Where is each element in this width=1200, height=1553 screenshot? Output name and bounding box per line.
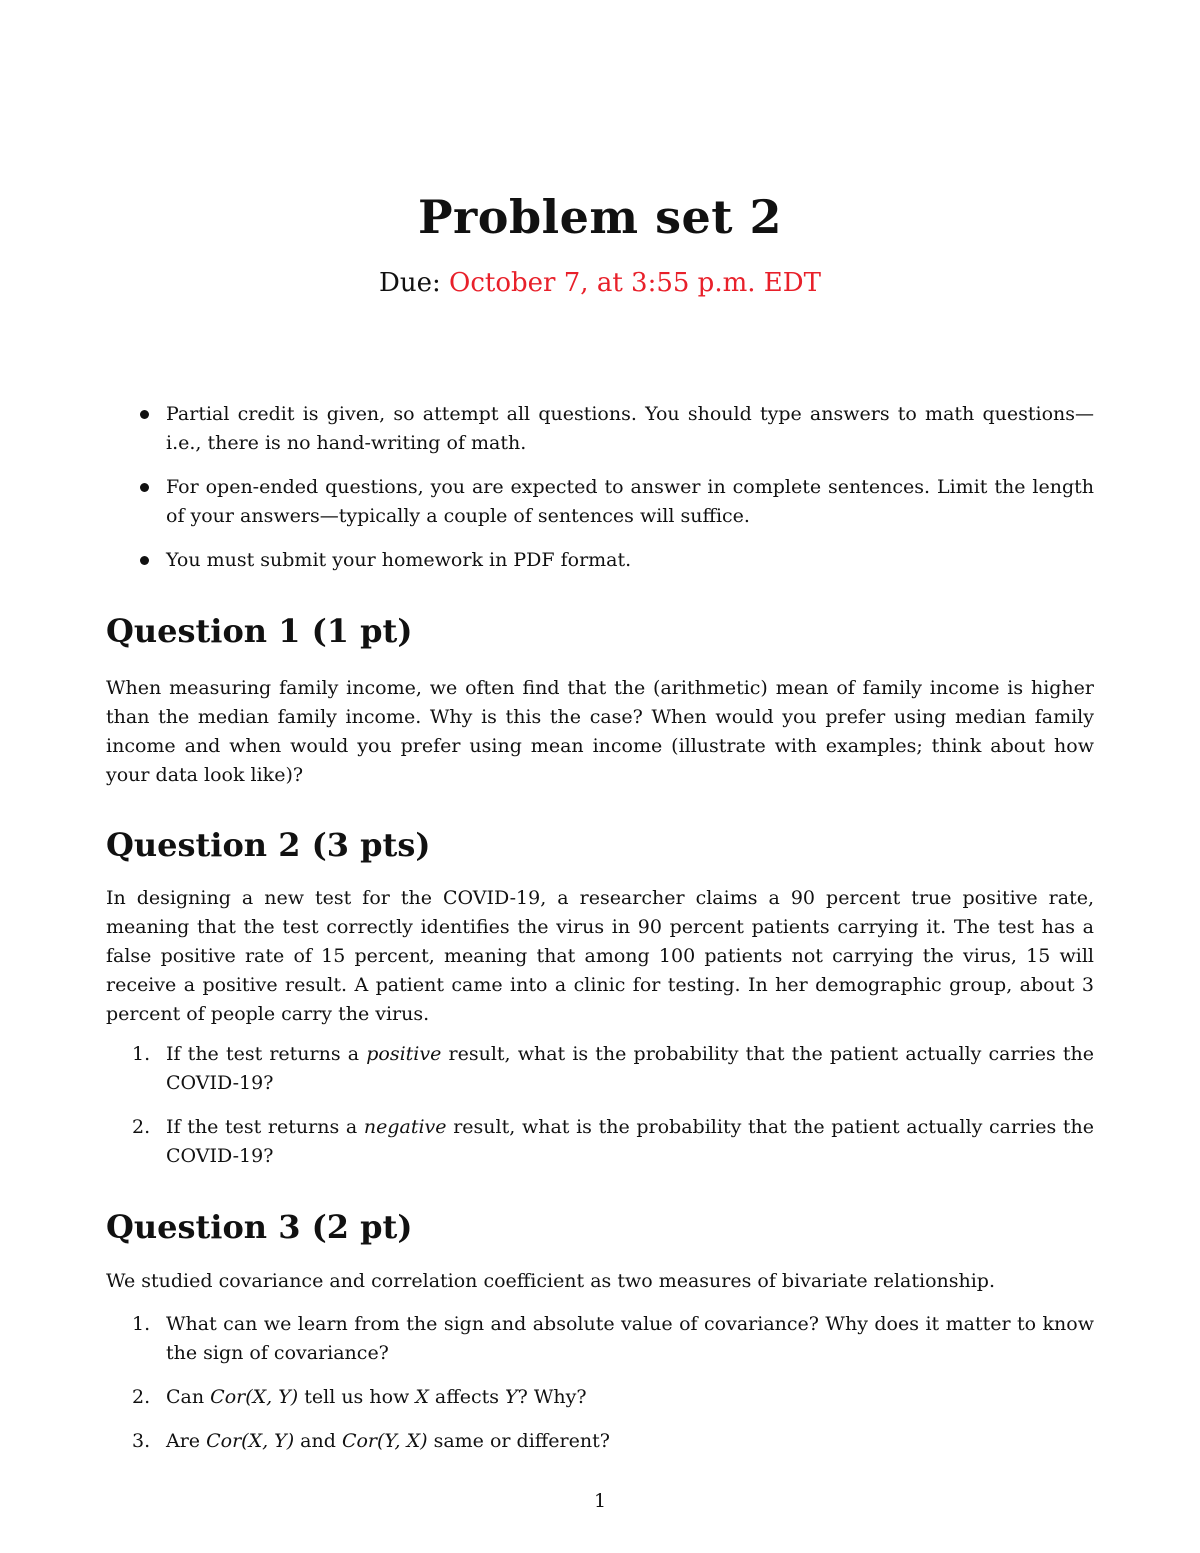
- document-page: [106, 0, 1094, 1553]
- math-expression: X: [415, 1386, 429, 1408]
- item-number: 1.: [132, 1313, 151, 1335]
- item-text: same or different?: [427, 1430, 610, 1452]
- instruction-item: [106, 473, 1094, 531]
- item-text: affects: [428, 1386, 506, 1408]
- item-text: Can: [166, 1386, 211, 1408]
- page-number: 1: [593, 1490, 607, 1512]
- instruction-text: You must submit your homework in PDF format.: [166, 549, 632, 571]
- page-title: Problem set 2: [417, 190, 783, 244]
- item-text: What can we learn from the sign and absolute value of covariance? Why does it matter to know the sign of covariance?: [166, 1313, 1094, 1364]
- item-emphasis: positive: [366, 1043, 442, 1065]
- bullet-icon: [140, 410, 149, 419]
- instructions-list: [106, 400, 1094, 590]
- question-3-item-1: [106, 1310, 1094, 1368]
- question-2-heading: Question 2 (3 pts): [106, 826, 431, 864]
- item-text: tell us how: [298, 1386, 416, 1408]
- due-date: October 7, at 3:55 p.m. EDT: [449, 268, 821, 298]
- question-2-body: In designing a new test for the COVID-19, a researcher claims a 90 percent true positive rate, meaning that the test correctly identifies the virus in 90 percent patients carrying it. The test has a false positive rate of 15 percent, meaning that among 100 patients not carrying the virus, 15 will receive a positive result. A patient came into a clinic for testing. In her demographic group, about 3 percent of people carry the virus.: [106, 887, 1094, 1025]
- instruction-item: [106, 546, 1094, 575]
- due-label: Due:: [379, 268, 441, 298]
- item-text: Are: [166, 1430, 207, 1452]
- question-3-list: [106, 1310, 1094, 1471]
- due-line: [106, 268, 1094, 298]
- item-number: 2.: [132, 1386, 151, 1408]
- question-1-heading: Question 1 (1 pt): [106, 612, 413, 650]
- math-expression: Cor(X, Y): [206, 1430, 295, 1452]
- instruction-text: Partial credit is given, so attempt all questions. You should type answers to math questions—i.e., there is no hand-writing of math.: [166, 403, 1094, 454]
- item-number: 2.: [132, 1116, 151, 1138]
- item-text: ? Why?: [517, 1386, 587, 1408]
- item-text: result, what is the probability that the patient actually carries the COVID-19?: [166, 1116, 1094, 1167]
- instruction-text: For open-ended questions, you are expected to answer in complete sentences. Limit the length of your answers—typically a couple of sentences will suffice.: [166, 476, 1094, 527]
- math-expression: Cor(Y, X): [341, 1430, 428, 1452]
- instruction-item: [106, 400, 1094, 458]
- question-2-item-1: [106, 1040, 1094, 1098]
- item-number: 1.: [132, 1043, 151, 1065]
- item-text: result, what is the probability that the patient actually carries the COVID-19?: [166, 1043, 1094, 1094]
- item-text: and: [294, 1430, 342, 1452]
- question-2-item-2: [106, 1113, 1094, 1171]
- bullet-icon: [140, 556, 149, 565]
- item-text: If the test returns a: [166, 1116, 364, 1138]
- item-emphasis: negative: [363, 1116, 447, 1138]
- question-1-body: When measuring family income, we often find that the (arithmetic) mean of family income is higher than the median family income. Why is this the case? When would you prefer using median family income and when would you prefer using mean income (illustrate with examples; think about how your data look like)?: [106, 677, 1094, 786]
- question-3-item-3: [106, 1427, 1094, 1456]
- question-3-heading: Question 3 (2 pt): [106, 1208, 413, 1246]
- question-3-item-2: [106, 1383, 1094, 1412]
- item-text: If the test returns a: [166, 1043, 367, 1065]
- math-expression: Y: [505, 1386, 518, 1408]
- bullet-icon: [140, 483, 149, 492]
- item-number: 3.: [132, 1430, 151, 1452]
- question-2-list: [106, 1040, 1094, 1186]
- math-expression: Cor(X, Y): [210, 1386, 299, 1408]
- question-3-body: We studied covariance and correlation coefficient as two measures of bivariate relationship.: [106, 1270, 996, 1292]
